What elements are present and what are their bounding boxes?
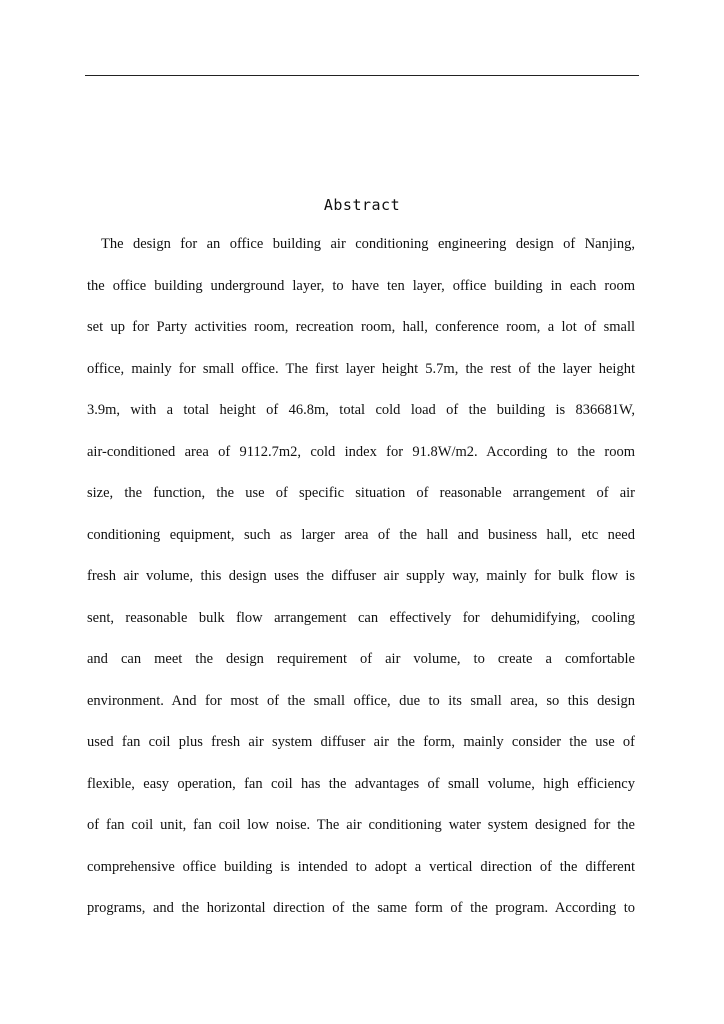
text-line: comprehensive office building is intended to adopt a vertical direction of the different [87, 858, 635, 875]
abstract-body [87, 234, 635, 940]
text-line: sent, reasonable bulk flow arrangement can effectively for dehumidifying, cooling [87, 609, 635, 626]
text-line: the office building underground layer, to have ten layer, office building in each room [87, 277, 635, 294]
text-line: and can meet the design requirement of air volume, to create a comfortable [87, 651, 635, 667]
text-line: used fan coil plus fresh air system diffuser air the form, mainly consider the use of [87, 734, 635, 750]
header-rule [85, 75, 639, 76]
text-line: The design for an office building air conditioning engineering design of Nanjing, [101, 236, 635, 252]
text-line: programs, and the horizontal direction of the same form of the program. According to [87, 900, 635, 916]
abstract-title: Abstract [323, 196, 401, 214]
text-line: environment. And for most of the small office, due to its small area, so this design [87, 692, 635, 709]
text-line: 3.9m, with a total height of 46.8m, total cold load of the building is 836681W, [87, 402, 635, 418]
text-line: of fan coil unit, fan coil low noise. The air conditioning water system designed for the [87, 817, 635, 833]
text-line: size, the function, the use of specific situation of reasonable arrangement of air [87, 485, 635, 501]
text-line: air-conditioned area of 9112.7m2, cold index for 91.8W/m2. According to the room [87, 443, 635, 460]
text-line: flexible, easy operation, fan coil has the advantages of small volume, high efficiency [87, 775, 635, 792]
text-line: office, mainly for small office. The first layer height 5.7m, the rest of the layer height [87, 360, 635, 377]
text-line: fresh air volume, this design uses the diffuser air supply way, mainly for bulk flow is [87, 568, 635, 584]
text-line: conditioning equipment, such as larger area of the hall and business hall, etc need [87, 526, 635, 543]
text-line: set up for Party activities room, recreation room, hall, conference room, a lot of small [87, 319, 635, 335]
